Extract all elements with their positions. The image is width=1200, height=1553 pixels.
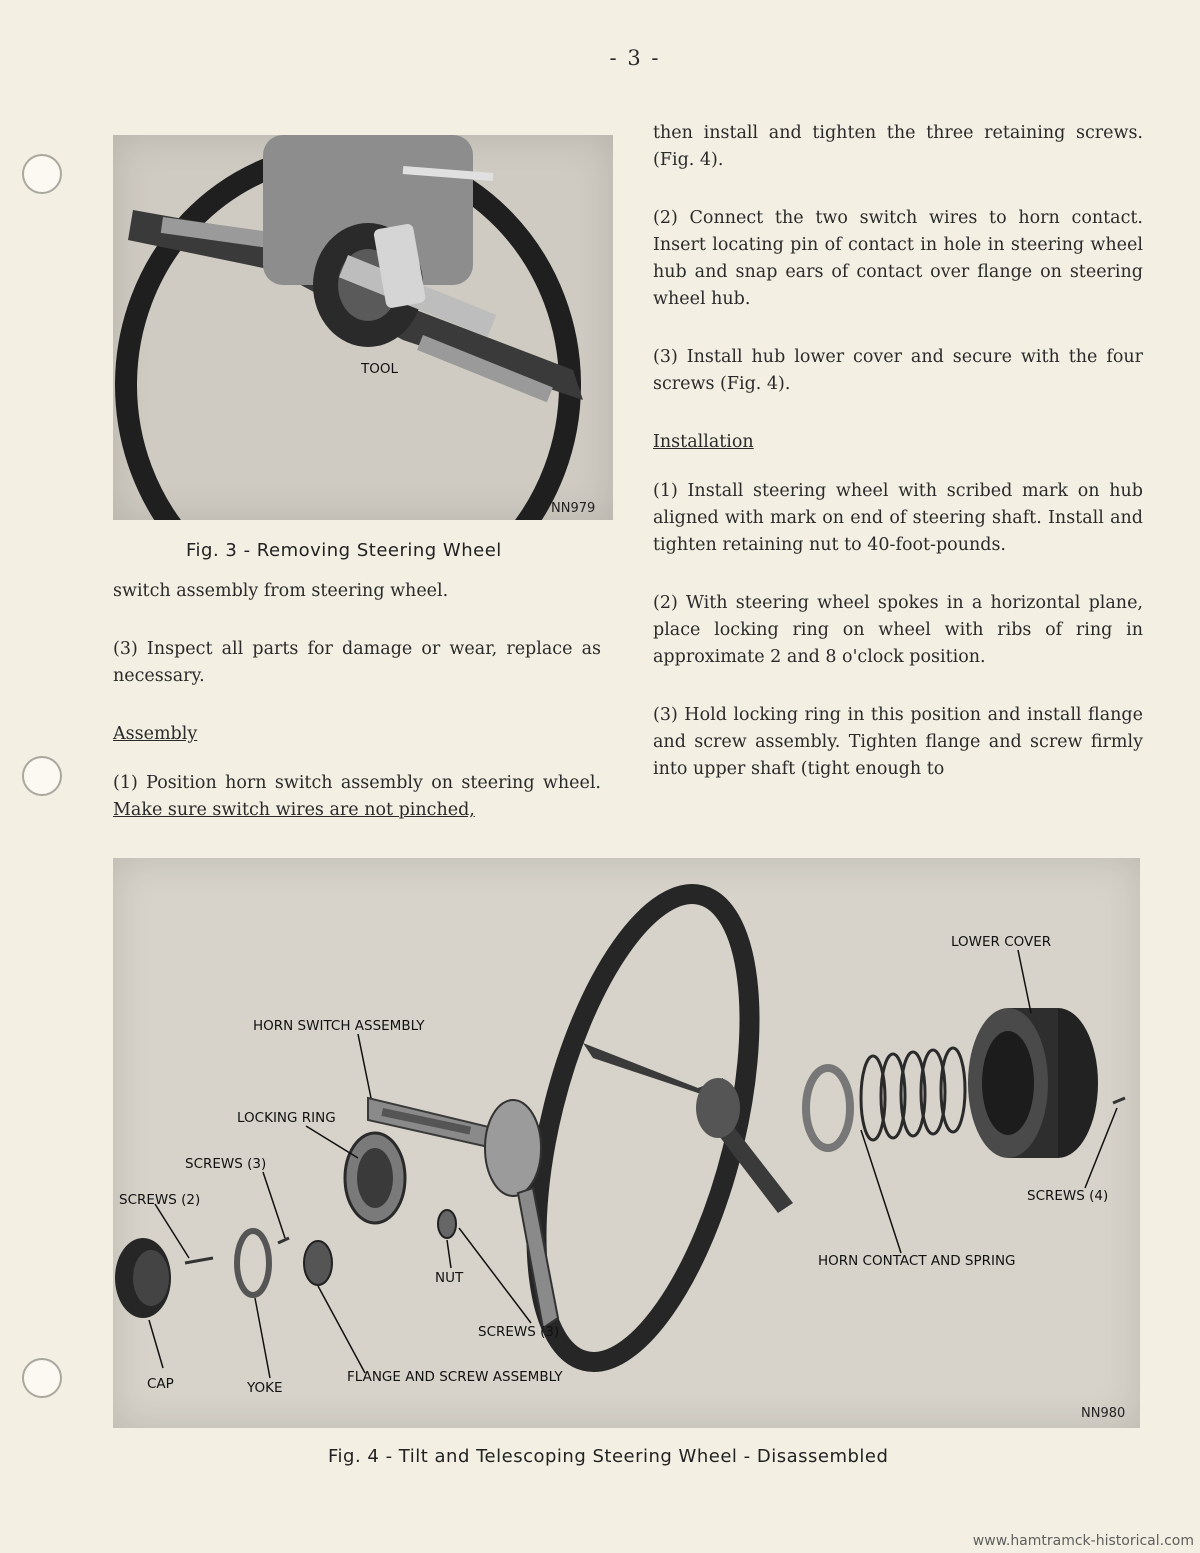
fig4-label-horn-contact-spring: HORN CONTACT AND SPRING: [818, 1253, 1016, 1269]
fig4-label-screws-2: SCREWS (2): [119, 1192, 201, 1208]
fig4-photo: [113, 858, 1140, 1428]
fig4-label-screws-3-bottom: SCREWS (3): [478, 1324, 560, 1340]
right-paragraph-4: (1) Install steering wheel with scribed mark on hub aligned with mark on end of steering shaft. Install and tighten retaining nut to 40-foot-pounds.: [653, 481, 1143, 555]
fig4-caption: Fig. 4 - Tilt and Telescoping Steering Wheel - Disassembled: [328, 1446, 889, 1467]
fig4-label-yoke: YOKE: [247, 1380, 283, 1396]
right-column: [653, 120, 1143, 814]
fig4-label-screws-4: SCREWS (4): [1027, 1188, 1109, 1204]
fig3-photo: [113, 135, 613, 520]
watermark: www.hamtramck-historical.com: [972, 1533, 1194, 1549]
binder-hole-bottom: [22, 1358, 62, 1398]
right-paragraph-5: (2) With steering wheel spokes in a horizontal plane, place locking ring on wheel with ribs of ring in approximate 2 and 8 o'clock position.: [653, 593, 1143, 667]
left-paragraph-3: [113, 770, 601, 824]
fig3-label-tool: TOOL: [361, 361, 399, 377]
fig4-code: NN980: [1081, 1406, 1126, 1421]
fig3-code: NN979: [551, 501, 596, 516]
fig4-label-lower-cover: LOWER COVER: [951, 934, 1052, 950]
fig3-illustration: [113, 135, 613, 520]
fig4-label-screws-3-top: SCREWS (3): [185, 1156, 267, 1172]
right-paragraph-2: (2) Connect the two switch wires to horn contact. Insert locating pin of contact in hole in steering wheel hub and snap ears of contact over flange on steering wheel hub.: [653, 208, 1143, 309]
fig4-label-locking-ring: LOCKING RING: [237, 1110, 336, 1126]
fig4-label-flange-screw-assembly: FLANGE AND SCREW ASSEMBLY: [347, 1369, 563, 1385]
left-column: [113, 578, 601, 855]
binder-hole-top: [22, 154, 62, 194]
page-number: - 3 -: [609, 46, 661, 70]
heading-assembly: Assembly: [113, 724, 198, 744]
binder-hole-middle: [22, 756, 62, 796]
left-paragraph-3-text: (1) Position horn switch assembly on steering wheel.: [113, 773, 601, 793]
left-paragraph-2: (3) Inspect all parts for damage or wear, replace as necessary.: [113, 639, 601, 686]
right-paragraph-1: then install and tighten the three retaining screws. (Fig. 4).: [653, 123, 1143, 170]
right-paragraph-6: (3) Hold locking ring in this position and install flange and screw assembly. Tighten flange and screw firmly into upper shaft (tight enough to: [653, 705, 1143, 779]
left-paragraph-3-warning: Make sure switch wires are not pinched,: [113, 800, 475, 820]
heading-installation: Installation: [653, 432, 754, 452]
fig3-caption: Fig. 3 - Removing Steering Wheel: [186, 540, 502, 561]
fig4-label-cap: CAP: [147, 1376, 174, 1392]
right-paragraph-3: (3) Install hub lower cover and secure with the four screws (Fig. 4).: [653, 347, 1143, 394]
fig4-label-horn-switch-assembly: HORN SWITCH ASSEMBLY: [253, 1018, 425, 1034]
fig4-label-nut: NUT: [435, 1270, 464, 1286]
left-paragraph-1: switch assembly from steering wheel.: [113, 581, 449, 601]
